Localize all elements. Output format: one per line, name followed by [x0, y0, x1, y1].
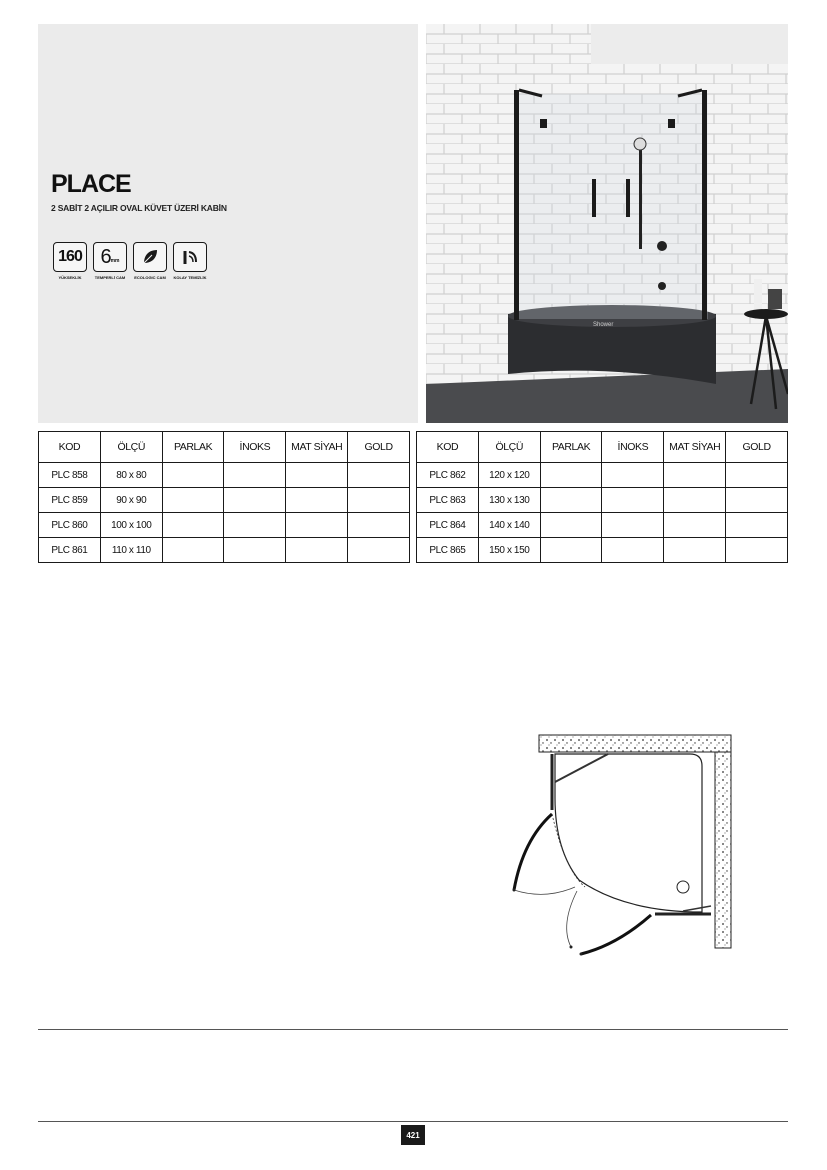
- parlak-cell: [162, 488, 224, 513]
- mat-siyah-cell: [286, 513, 348, 538]
- table-row: [39, 463, 410, 488]
- easy-clean-label: KOLAY TEMİZLİK: [173, 275, 207, 280]
- footer-line: [38, 1121, 788, 1122]
- kod-cell: PLC 862: [417, 463, 479, 488]
- kod-cell: PLC 865: [417, 538, 479, 563]
- gold-cell: [348, 538, 410, 563]
- inoks-cell: [602, 463, 664, 488]
- gold-cell: [726, 538, 788, 563]
- hero-panel: [38, 24, 418, 423]
- glass-thickness-label: TEMPERLİ CAM: [94, 275, 126, 280]
- parlak-cell: [540, 463, 602, 488]
- mat-siyah-cell: [286, 488, 348, 513]
- olcu-cell: 110 x 110: [100, 538, 162, 563]
- table-row: [39, 513, 410, 538]
- parlak-cell: [162, 513, 224, 538]
- height-value: 160: [58, 248, 82, 265]
- col-mat-siyah: MAT SİYAH: [286, 432, 348, 463]
- mat-siyah-cell: [664, 513, 726, 538]
- spec-table-left: [38, 431, 410, 563]
- inoks-cell: [224, 513, 286, 538]
- col-gold: GOLD: [348, 432, 410, 463]
- col-mat-siyah: MAT SİYAH: [664, 432, 726, 463]
- olcu-cell: 90 x 90: [100, 488, 162, 513]
- parlak-cell: [540, 513, 602, 538]
- mat-siyah-cell: [664, 488, 726, 513]
- water-repel-icon: [180, 247, 200, 267]
- floor-plan-diagram: [505, 730, 735, 965]
- height-badge: [52, 242, 88, 283]
- table-header-row: [39, 432, 410, 463]
- kod-cell: PLC 863: [417, 488, 479, 513]
- divider-line: [38, 1029, 788, 1030]
- kod-cell: PLC 859: [39, 488, 101, 513]
- table-row: [39, 538, 410, 563]
- col-parlak: PARLAK: [162, 432, 224, 463]
- col-olcu: ÖLÇÜ: [100, 432, 162, 463]
- tray-brand: Shower: [593, 322, 614, 328]
- feature-badges: [52, 242, 208, 283]
- olcu-cell: 80 x 80: [100, 463, 162, 488]
- gold-cell: [348, 513, 410, 538]
- table-row: [39, 488, 410, 513]
- product-photo: [426, 24, 788, 423]
- gold-cell: [348, 488, 410, 513]
- parlak-cell: [162, 538, 224, 563]
- mat-siyah-cell: [664, 463, 726, 488]
- kod-cell: PLC 864: [417, 513, 479, 538]
- product-title: PLACE: [51, 170, 131, 198]
- table-row: [417, 488, 788, 513]
- inoks-cell: [224, 463, 286, 488]
- table-row: [417, 513, 788, 538]
- parlak-cell: [540, 488, 602, 513]
- olcu-cell: 140 x 140: [478, 513, 540, 538]
- kod-cell: PLC 858: [39, 463, 101, 488]
- kod-cell: PLC 861: [39, 538, 101, 563]
- glass-thickness-unit: mm: [110, 258, 120, 264]
- mat-siyah-cell: [286, 538, 348, 563]
- glass-thickness-value: 6: [100, 245, 111, 268]
- olcu-cell: 120 x 120: [478, 463, 540, 488]
- glass-thickness-badge: [92, 242, 128, 283]
- eco-label: ECOLOGIC CAM: [134, 275, 166, 280]
- inoks-cell: [224, 488, 286, 513]
- table-row: [417, 463, 788, 488]
- col-kod: KOD: [39, 432, 101, 463]
- col-kod: KOD: [417, 432, 479, 463]
- mat-siyah-cell: [286, 463, 348, 488]
- olcu-cell: 150 x 150: [478, 538, 540, 563]
- col-parlak: PARLAK: [540, 432, 602, 463]
- inoks-cell: [602, 538, 664, 563]
- col-inoks: İNOKS: [224, 432, 286, 463]
- gold-cell: [726, 488, 788, 513]
- inoks-cell: [224, 538, 286, 563]
- olcu-cell: 130 x 130: [478, 488, 540, 513]
- table-header-row: [417, 432, 788, 463]
- parlak-cell: [540, 538, 602, 563]
- col-gold: GOLD: [726, 432, 788, 463]
- eco-badge: [132, 242, 168, 283]
- leaf-icon: [140, 247, 160, 267]
- olcu-cell: 100 x 100: [100, 513, 162, 538]
- inoks-cell: [602, 513, 664, 538]
- mat-siyah-cell: [664, 538, 726, 563]
- product-subtitle: 2 SABİT 2 AÇILIR OVAL KÜVET ÜZERİ KABİN: [51, 203, 227, 213]
- gold-cell: [726, 513, 788, 538]
- inoks-cell: [602, 488, 664, 513]
- gold-cell: [726, 463, 788, 488]
- easy-clean-badge: [172, 242, 208, 283]
- kod-cell: PLC 860: [39, 513, 101, 538]
- page-number: 421: [401, 1125, 425, 1145]
- gold-cell: [348, 463, 410, 488]
- col-inoks: İNOKS: [602, 432, 664, 463]
- col-olcu: ÖLÇÜ: [478, 432, 540, 463]
- table-row: [417, 538, 788, 563]
- parlak-cell: [162, 463, 224, 488]
- spec-table-right: [416, 431, 788, 563]
- height-label: YÜKSEKLİK: [58, 275, 82, 280]
